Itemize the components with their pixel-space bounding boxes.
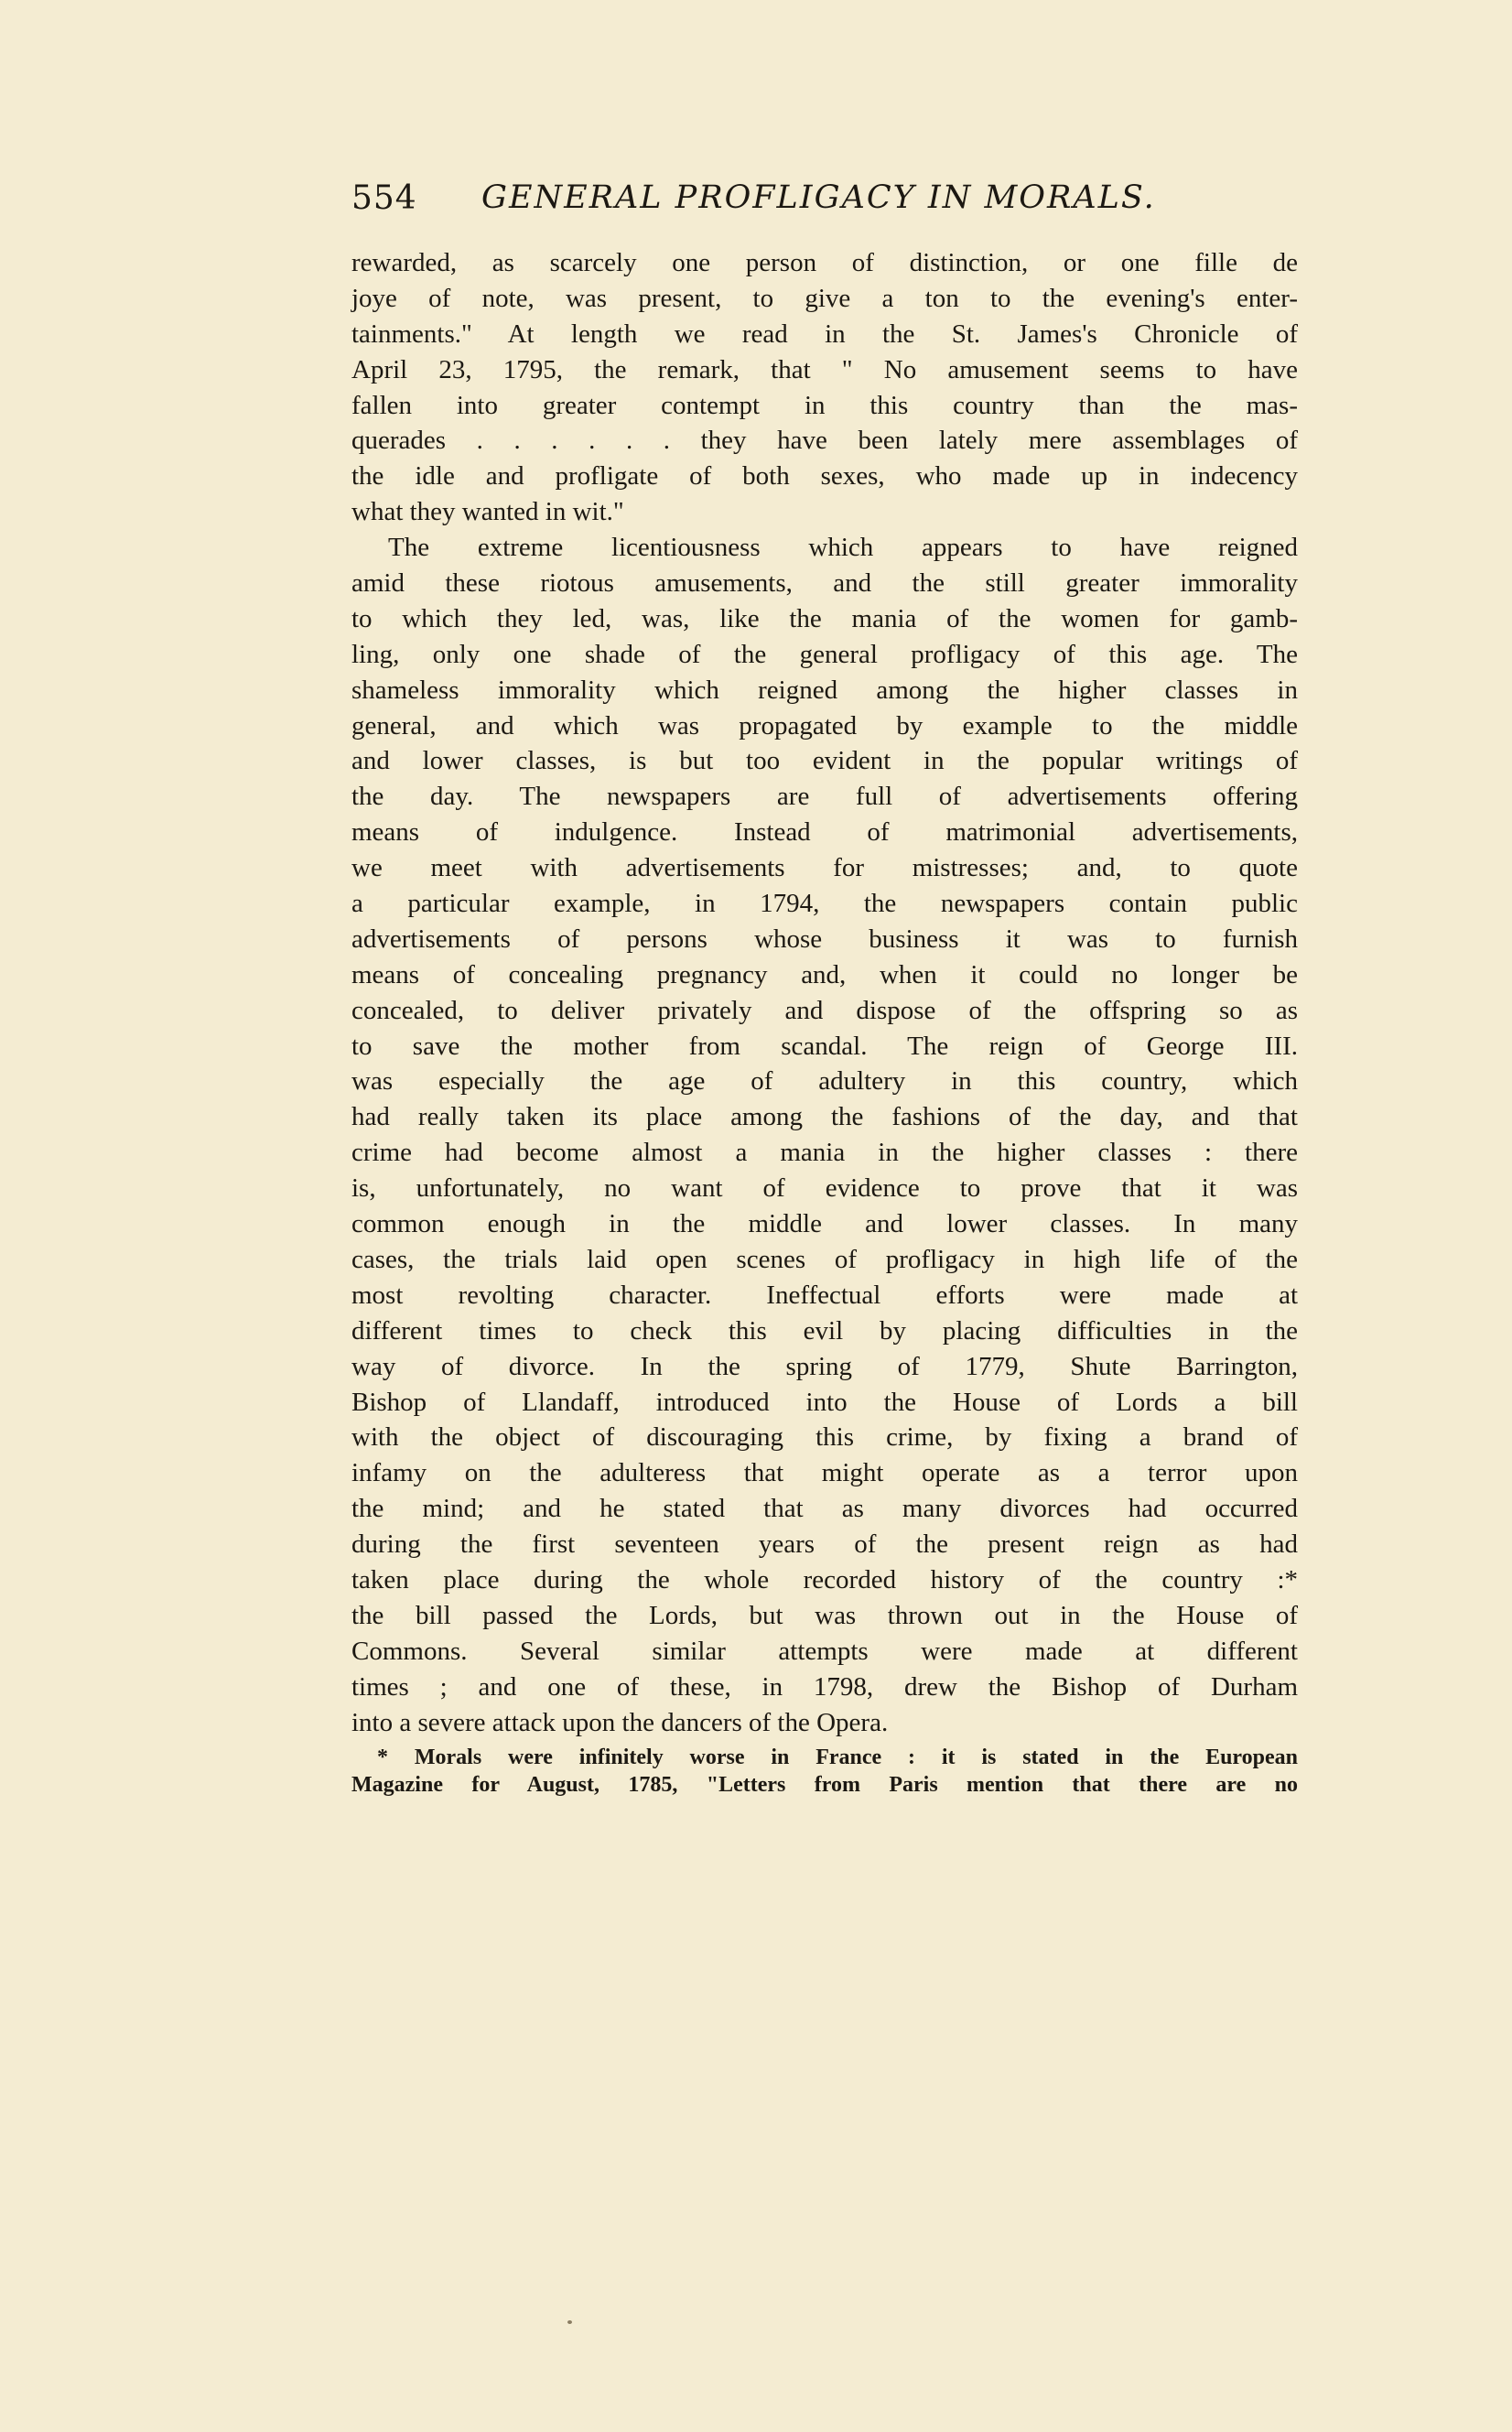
text-line: amid these riotous amusements, and the still greater immorality bbox=[351, 568, 1298, 599]
text-line: is, unfortunately, no want of evidence to prove that it was bbox=[351, 1173, 1298, 1204]
text-line: common enough in the middle and lower classes. In many bbox=[351, 1209, 1298, 1239]
text-line: means of indulgence. Instead of matrimonial advertisements, bbox=[351, 817, 1298, 848]
footnote bbox=[351, 1744, 1298, 1799]
footnote-line: Magazine for August, 1785, "Letters from Paris mention that there are no bbox=[351, 1773, 1298, 1797]
text-line: Bishop of Llandaff, introduced into the House of Lords a bill bbox=[351, 1387, 1298, 1417]
text-line: ling, only one shade of the general profligacy of this age. The bbox=[351, 639, 1298, 669]
running-title: GENERAL PROFLIGACY IN MORALS. bbox=[481, 179, 1156, 216]
page-number: 554 bbox=[351, 179, 417, 217]
text-line: with the object of discouraging this crime, by fixing a brand of bbox=[351, 1422, 1298, 1453]
text-line: times ; and one of these, in 1798, drew the Bishop of Durham bbox=[351, 1671, 1298, 1702]
page-header bbox=[351, 179, 1312, 234]
text-line: joye of note, was present, to give a ton to the evening's enter- bbox=[351, 283, 1298, 313]
text-line: The extreme licentiousness which appears to have reigned bbox=[388, 533, 1298, 563]
text-line: April 23, 1795, the remark, that " No amusement seems to have bbox=[351, 354, 1298, 384]
text-line: we meet with advertisements for mistresses; and, to quote bbox=[351, 853, 1298, 883]
text-line: a particular example, in 1794, the newspapers contain public bbox=[351, 889, 1298, 919]
text-line: had really taken its place among the fashions of the day, and that bbox=[351, 1102, 1298, 1132]
text-line: most revolting character. Ineffectual efforts were made at bbox=[351, 1280, 1298, 1310]
text-line: general, and which was propagated by example to the middle bbox=[351, 710, 1298, 740]
text-line: the mind; and he stated that as many divorces had occurred bbox=[351, 1494, 1298, 1524]
text-line: fallen into greater contempt in this country than the mas- bbox=[351, 390, 1298, 420]
text-line: the idle and profligate of both sexes, who made up in indecency bbox=[351, 461, 1298, 492]
text-line: to which they led, was, like the mania of the women for gamb- bbox=[351, 603, 1298, 633]
text-line: tainments." At length we read in the St. James's Chronicle of bbox=[351, 319, 1298, 349]
text-line: concealed, to deliver privately and dispose of the offspring so as bbox=[351, 995, 1298, 1025]
text-line: the bill passed the Lords, but was thrown out in the House of bbox=[351, 1600, 1298, 1630]
text-line: taken place during the whole recorded history of the country :* bbox=[351, 1564, 1298, 1594]
text-line: shameless immorality which reigned among the higher classes in bbox=[351, 675, 1298, 705]
text-line: crime had become almost a mania in the higher classes : there bbox=[351, 1138, 1298, 1168]
text-line: into a severe attack upon the dancers of the Opera. bbox=[351, 1707, 889, 1737]
text-line: was especially the age of adultery in this country, which bbox=[351, 1066, 1298, 1097]
text-line: what they wanted in wit." bbox=[351, 497, 624, 527]
body-text bbox=[351, 245, 1298, 1740]
text-line: different times to check this evil by placing difficulties in the bbox=[351, 1315, 1298, 1346]
text-line: to save the mother from scandal. The reign of George III. bbox=[351, 1031, 1298, 1061]
text-line: during the first seventeen years of the present reign as had bbox=[351, 1529, 1298, 1560]
paper-speck bbox=[567, 2320, 572, 2324]
footnote-line: * Morals were infinitely worse in France : it is stated in the European bbox=[377, 1746, 1298, 1769]
text-line: way of divorce. In the spring of 1779, Shute Barrington, bbox=[351, 1351, 1298, 1381]
text-line: means of concealing pregnancy and, when it could no longer be bbox=[351, 959, 1298, 989]
text-line: advertisements of persons whose business it was to furnish bbox=[351, 924, 1298, 954]
text-line: rewarded, as scarcely one person of distinction, or one fille de bbox=[351, 248, 1298, 277]
text-line: the day. The newspapers are full of advertisements offering bbox=[351, 782, 1298, 812]
text-line: Commons. Several similar attempts were made at different bbox=[351, 1636, 1298, 1666]
text-line: querades . . . . . . they have been lately mere assemblages of bbox=[351, 426, 1298, 456]
text-line: cases, the trials laid open scenes of profligacy in high life of the bbox=[351, 1244, 1298, 1274]
text-line: infamy on the adulteress that might operate as a terror upon bbox=[351, 1458, 1298, 1488]
text-line: and lower classes, is but too evident in the popular writings of bbox=[351, 746, 1298, 776]
